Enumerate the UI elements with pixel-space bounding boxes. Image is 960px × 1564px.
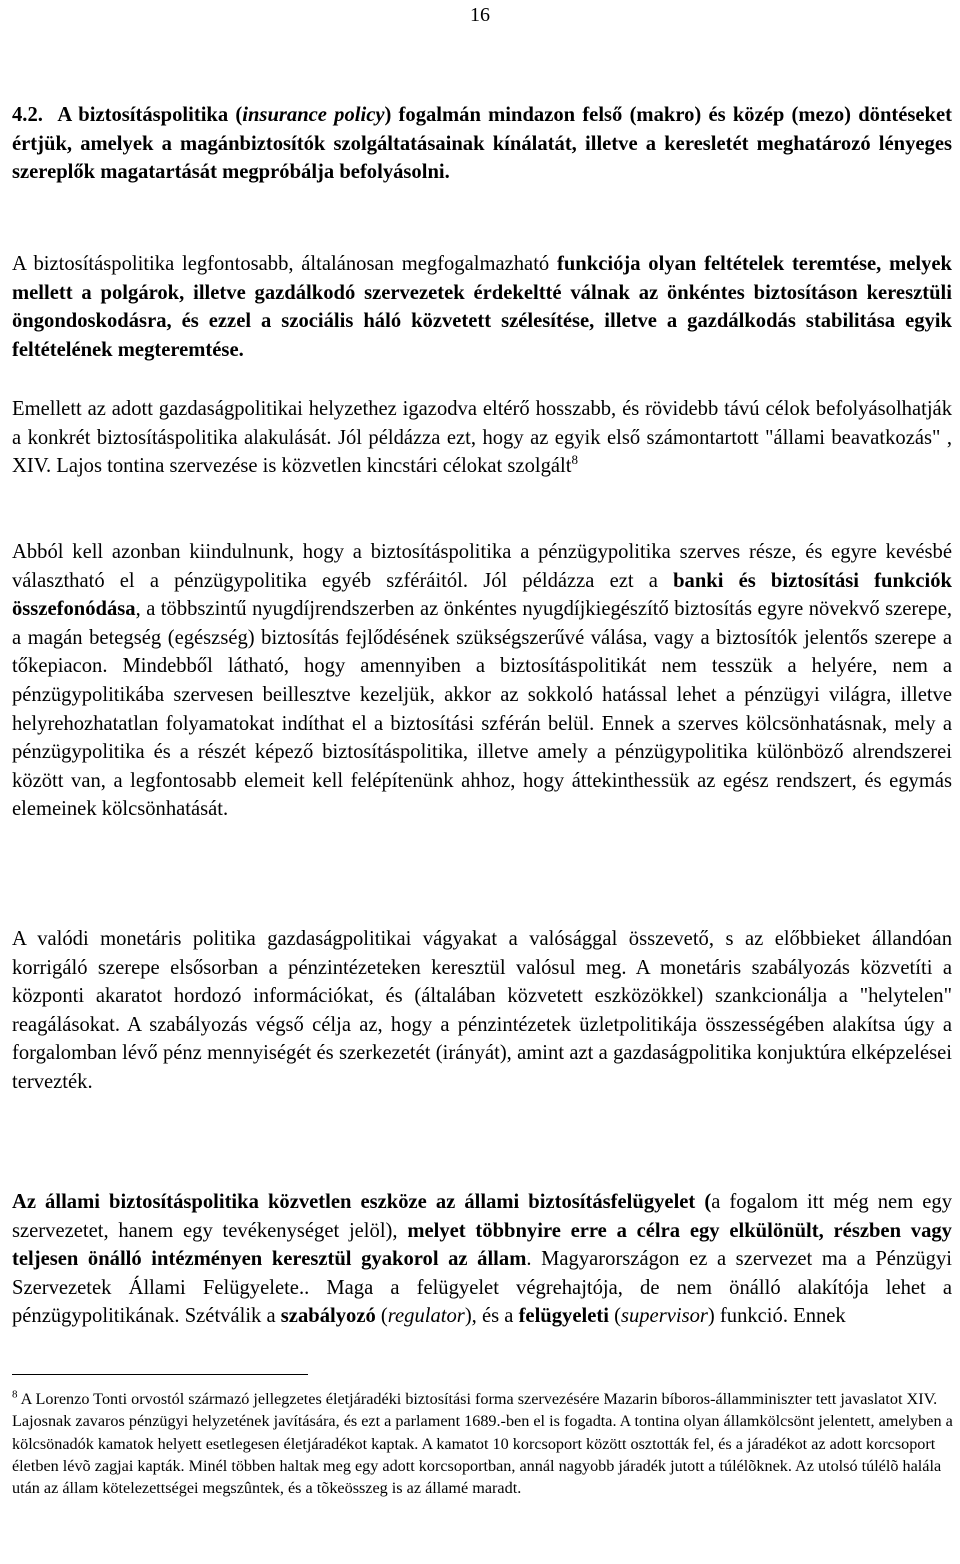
financial-policy-intro: Abból kell azonban kiindulnunk, hogy a biztosításpolitika a pénzügypolitika szerves része, és egyre kevésbé választható el a pénzügypolitika egyéb szféráitól. Jól példázza ezt a	[12, 541, 952, 592]
regulator-term: regulator	[387, 1305, 465, 1328]
footnote-reference: 8	[571, 452, 578, 468]
page-number: 16	[470, 4, 490, 26]
function-intro: A biztosításpolitika legfontosabb, általánosan megfogalmazható	[12, 253, 557, 275]
supervision-note: a fogalom itt még nem egy szervezetet, hanem egy tevékenységet jelöl),	[12, 1191, 952, 1242]
insurance-policy-term: insurance policy	[242, 104, 385, 126]
monetary-policy-text: A valódi monetáris politika gazdaságpolitikai vágyakat a valósággal összevető, s az előbbieket állandóan korrigáló szerepe elsősorban a pénzintézeteken keresztül valósul meg. A monetáris szabályozás közvetíti a központi akaratot hordozó információkat, és (általában közvetett eszközökkel) szankcionálja a "helytelen" reagálásokat. A szabályozás végső célja az, hogy a pénzintézetek üzletpolitikája összességében alakítsa úgy a forgalomban lévő pénz mennyiségét és szerkezetét (irányát), amint azt a gazdaságpolitika konjuktúra elképzelései tervezték.	[12, 928, 952, 1093]
regulator-word: szabályozó	[280, 1305, 376, 1328]
definition-text-start: A biztosításpolitika (	[57, 104, 243, 126]
function-definition: funkciója olyan feltételek teremtése, melyek mellett a polgárok, illetve gazdálkodó szervezetek érdekeltté válnak az önkéntes biztosításon keresztüli öngondoskodásra, és ezzel a szociális háló közvetett szélesítése, illetve a gazdálkodás stabilitása egyik feltételének megteremtése.	[12, 253, 952, 361]
section-number: 4.2.	[12, 104, 43, 126]
function-paragraph	[12, 250, 952, 364]
monetary-policy-paragraph	[12, 925, 952, 1097]
footnote-number: 8	[12, 1388, 18, 1401]
section-paragraph	[12, 101, 952, 187]
paren-open: (	[375, 1305, 388, 1328]
footnote-divider	[12, 1374, 308, 1375]
supervisory-word: felügyeleti	[518, 1305, 609, 1328]
footnote-text: A Lorenzo Tonti orvostól származó jellegzetes életjáradéki biztosítási forma szervezésére Mazarin bíboros-államminiszter tett javaslatot XIV. Lajosnak zavaros pénzügyi helyzetének javítására, és ezt a parlament 1689.-ben el is fogadta. A tontina olyan államkölcsönt jelentett, amelyben a kölcsönadók kamatok helyett esetlegesen életjáradékot kaptak. A kamatot 10 korcsoport között osztották fel, és a járadékot az adott korcsoport életben lévõ zagjai kapták. Minél többen haltak meg egy adott korcsoportban, annál nagyobb járadék jutott a túlélõknek. Az utolsó túlélõ halála után az állam kötelezettségei megszûntek, és a tõkeösszeg is az államé maradt.	[12, 1390, 953, 1498]
footnote	[12, 1388, 958, 1499]
goals-paragraph	[12, 395, 952, 481]
bank-insurance-convergence: banki és biztosítási funkciók összefonódása	[12, 569, 953, 621]
goals-text: Emellett az adott gazdaságpolitikai helyzethez igazodva eltérő hosszabb, és rövidebb távú célok befolyásolhatják a konkrét biztosításpolitika alakulását. Jól példázza ezt, hogy az egyik első számontartott "állami beavatkozás" , XIV. Lajos tontina szervezése is közvetlen kincstári célokat szolgált	[12, 398, 952, 478]
supervision-paragraph	[12, 1188, 952, 1331]
supervision-end: ) funkció. Ennek	[707, 1305, 846, 1328]
definition-text-end: ) fogalmán mindazon felső (makro) és közép (mezo) döntéseket értjük, amelyek a magánbiztosítók szolgáltatásainak kínálatát, illetve a keresletét meghatározó lényeges szereplők magatartását megpróbálja befolyásolni.	[12, 104, 953, 184]
financial-policy-paragraph	[12, 538, 952, 824]
supervision-body: . Magyarországon ez a szervezet ma a Pénzügyi Szervezetek Állami Felügyelete.. Maga a felügyelet végrehajtója, de nem önálló alakítója lehet a pénzügypolitikának. Szétválik a	[12, 1248, 952, 1328]
financial-policy-body: , a többszintű nyugdíjrendszerben az önkéntes nyugdíjkiegészítő biztosítás egyre növekvő szerepe, a magán betegség (egészség) biztosítás fejlődésének szükségszerűvé válása, vagy a biztosítók jelentős szerepe a tőkepiacon. Mindebből látható, hogy amennyiben a biztosításpolitikát nem tesszük a helyére, nem a pénzügypolitikába szervesen beillesztve kezeljük, akkor az sokkoló hatással lehet a pénzügyi világra, illetve helyrehozhatatlan folyamatokat indíthat el a biztosítási szférán belül. Ennek a szerves kölcsönhatásnak, mely a pénzügypolitika és a részét képező biztosításpolitika, illetve amely a pénzügypolitika különböző alrendszerei között van, a legfontosabb elemeit kell felépítenünk ahhoz, hogy áttekinthessük az egész rendszert, és egymás elemeinek kölcsönhatását.	[12, 598, 952, 821]
conjunction-text: ), és a	[464, 1305, 519, 1328]
supervisor-term: supervisor	[620, 1305, 708, 1328]
supervision-lead: Az állami biztosításpolitika közvetlen eszköze az állami biztosításfelügyelet (	[12, 1191, 712, 1213]
paren-open-2: (	[608, 1305, 621, 1328]
supervision-institution: melyet többnyire erre a célra egy elkülönült, részben vagy teljesen önálló intézményen keresztül gyakorol az állam	[12, 1219, 952, 1271]
